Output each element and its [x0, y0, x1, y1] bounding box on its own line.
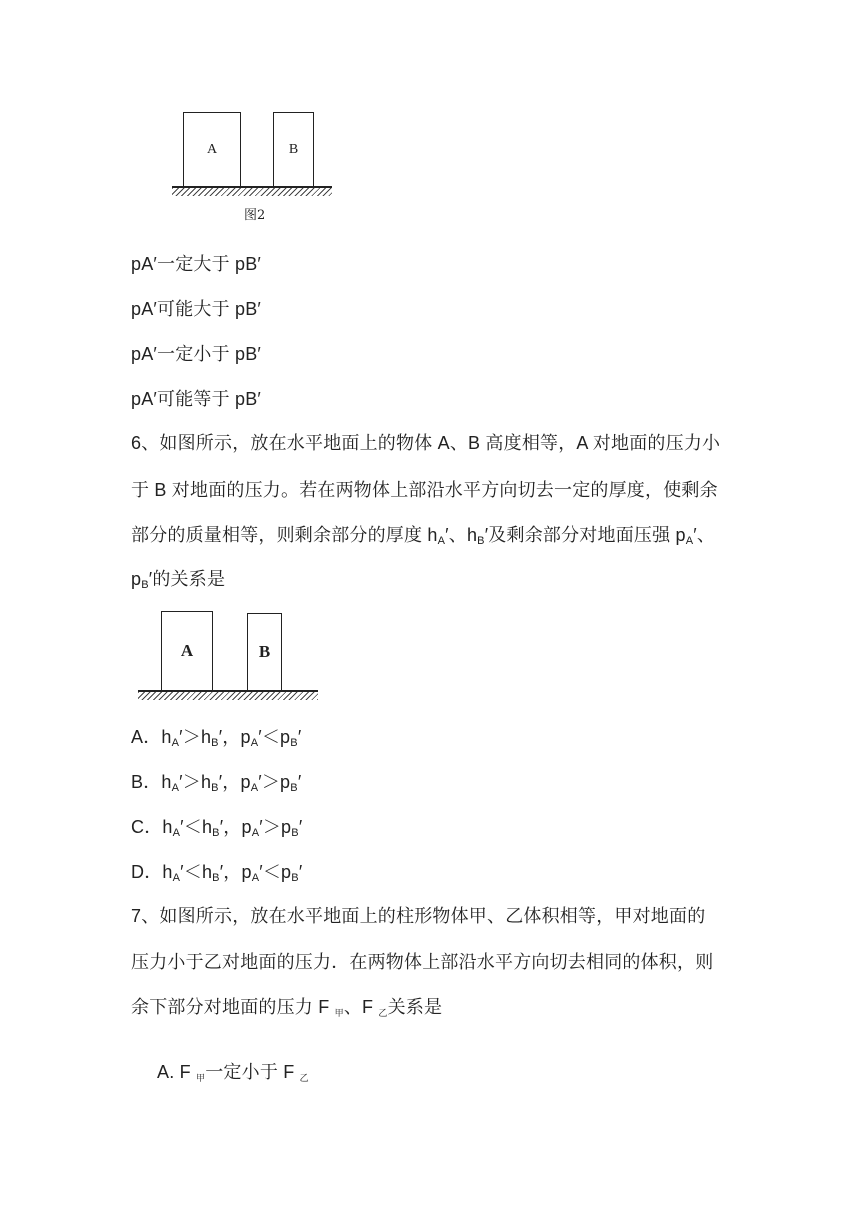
q6-text-line-3: 部分的质量相等，则剩余部分的厚度 $h_A'$、$h_B'$及剩余部分对地面压强 $p_A'$、	[131, 525, 716, 547]
block-a-label: A	[206, 141, 218, 157]
q6-text-line-4: $p_B'$的关系是	[131, 569, 226, 591]
q6-ground	[138, 690, 318, 700]
q6-block-a	[161, 611, 213, 691]
block-b-label: B	[288, 141, 299, 157]
q5-option-4: pA′可能等于 pB′	[131, 389, 261, 409]
block-a	[183, 112, 241, 187]
q7-text-line-1: 7、如图所示，放在水平地面上的柱形物体甲、乙体积相等，甲对地面的	[131, 906, 706, 926]
ground	[172, 186, 332, 196]
q7-option-a: A. F $_甲$一定小于 F $_乙$	[157, 1062, 309, 1083]
q5-option-3: pA′一定小于 pB′	[131, 344, 261, 364]
q6-block-b	[247, 613, 282, 691]
q6-block-a-label: A	[180, 641, 194, 660]
q6-option-d: D．$h_A'<h_B'$，$p_A'<p_B'$	[131, 862, 303, 884]
q5-option-1: pA′一定大于 pB′	[131, 254, 261, 274]
q6-option-b: B．$h_A'>h_B'$，$p_A'>p_B'$	[131, 772, 302, 794]
q6-option-c: C．$h_A'<h_B'$，$p_A'>p_B'$	[131, 817, 303, 839]
block-b	[273, 112, 314, 187]
q6-option-a: A．$h_A'>h_B'$，$p_A'<p_B'$	[131, 727, 302, 749]
q7-text-line-2: 压力小于乙对地面的压力．在两物体上部沿水平方向切去相同的体积，则	[131, 952, 714, 972]
q6-text-line-2: 于 B 对地面的压力。若在两物体上部沿水平方向切去一定的厚度，使剩余	[131, 480, 718, 500]
q6-figure	[138, 611, 318, 701]
q5-option-2: pA′可能大于 pB′	[131, 299, 261, 319]
q6-block-b-label: B	[258, 642, 271, 661]
q7-text-line-3: 余下部分对地面的压力 F $_甲$、F $_乙$关系是	[131, 997, 443, 1018]
figure-caption: 图2	[244, 208, 266, 223]
q6-text-line-1: 6、如图所示，放在水平地面上的物体 A、B 高度相等，A 对地面的压力小	[131, 433, 721, 453]
figure-2	[172, 112, 332, 222]
